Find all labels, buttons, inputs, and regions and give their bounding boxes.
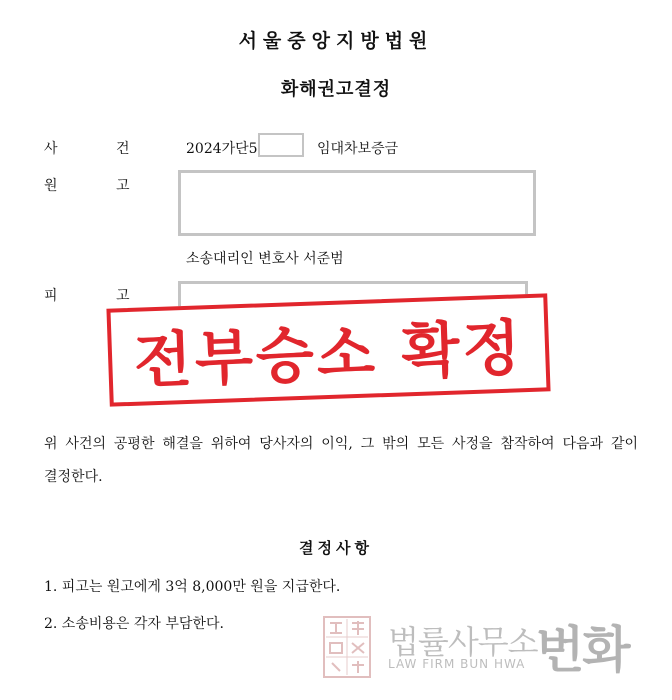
- plaintiff-redaction-box: [178, 170, 536, 236]
- court-name: 서울중앙지방법원: [238, 30, 434, 52]
- watermark-firm-name-en: LAW FIRM BUN HWA: [388, 657, 526, 671]
- victory-stamp: [106, 293, 550, 406]
- body-paragraph: 위 사건의 공평한 해결을 위하여 당사자의 이익, 그 밖의 모든 사정을 참작하여 다음과 같이 결정한다.: [44, 436, 638, 485]
- watermark-brand: 번화: [536, 621, 629, 679]
- plaintiff-attorney: 소송대리인 변호사 서준범: [186, 251, 344, 267]
- watermark-firm-name: 법률사무소: [388, 623, 538, 661]
- decision-item-1: 1. 피고는 원고에게 3억 8,000만 원을 지급한다.: [44, 579, 341, 595]
- case-number: 2024가단5: [186, 141, 258, 157]
- decision-title: 결정사항: [299, 539, 373, 557]
- law-firm-seal-icon: [322, 615, 372, 679]
- case-name: 임대차보증금: [317, 141, 399, 157]
- stamp-text: 전부승소 확정: [132, 313, 525, 397]
- decision-item-2: 2. 소송비용은 각자 부담한다.: [44, 616, 224, 632]
- document-title: 화해권고결정: [280, 79, 392, 100]
- case-number-redaction: [258, 133, 304, 157]
